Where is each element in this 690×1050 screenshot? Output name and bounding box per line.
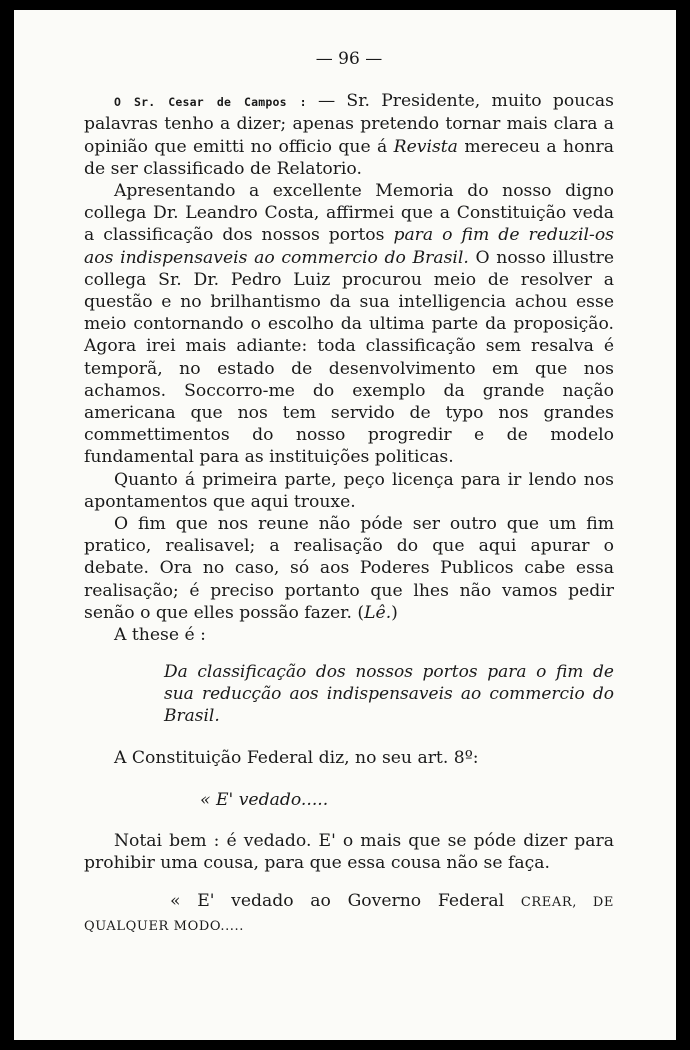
vedado-quote: « E' vedado.....: [200, 790, 329, 811]
speaker-name: O Sr. Cesar de Campos :: [114, 95, 307, 110]
paragraph-5: A these é :: [114, 625, 206, 646]
paragraph-6: A Constituição Federal diz, no seu art. 8º:: [114, 748, 479, 769]
page-number: — 96 —: [315, 49, 383, 69]
paragraph-3: Quanto á primeira parte, peço licença para ir lendo nos apontamentos que aqui trouxe.: [84, 469, 614, 512]
thesis-quote: Da classificação dos nossos portos para o fim de sua reducção aos indispensaveis ao commercio do Brasil.: [164, 662, 614, 727]
paragraph-2: Apresentando a excellente Memoria do nosso digno collega Dr. Leandro Costa, affirmei que a Constituição veda a classificação dos nossos portos para o fim de reduzil-os aos indispensaveis ao commercio do Brasil. O nosso illustre collega Sr. Dr. Pedro Luiz procurou meio de resolver a questão e no brilhantismo da sua intelligencia achou esse meio contornando o escolho da ultima parte da proposição. Agora irei mais adiante: toda classificação sem resalva é temporã, no estado de desenvolvimento em que nos achamos. Soccorro-me do exemplo da grande nação americana que nos tem servido de typo nos grandes commettimentos do nosso progredir e de modelo fundamental para as instituições politicas.: [84, 181, 615, 468]
paragraph-4: O fim que nos reune não póde ser outro que um fim pratico, realisavel; a realisação do que aqui apurar o debate. Ora no caso, só aos Poderes Publicos cabe essa realisação; é preciso portanto que lhes não vamos pedir senão o que elles possão fazer. (Lê.): [84, 514, 614, 623]
paragraph-7: Notai bem : é vedado. E' o mais que se póde dizer para prohibir uma cousa, para que essa cousa não se faça.: [84, 830, 614, 873]
paragraph-8: « E' vedado ao Governo Federal CREAR, DE QUALQUER MODO.....: [84, 891, 615, 935]
paragraph-1: O Sr. Cesar de Campos : — Sr. Presidente, muito poucas palavras tenho a dizer; apenas pretendo tornar mais clara a opinião que emitti no officio que á Revista mereceu a honra de ser classificado de Relatorio.: [84, 91, 615, 179]
document-page: [14, 10, 676, 1040]
page-content: [84, 48, 614, 939]
